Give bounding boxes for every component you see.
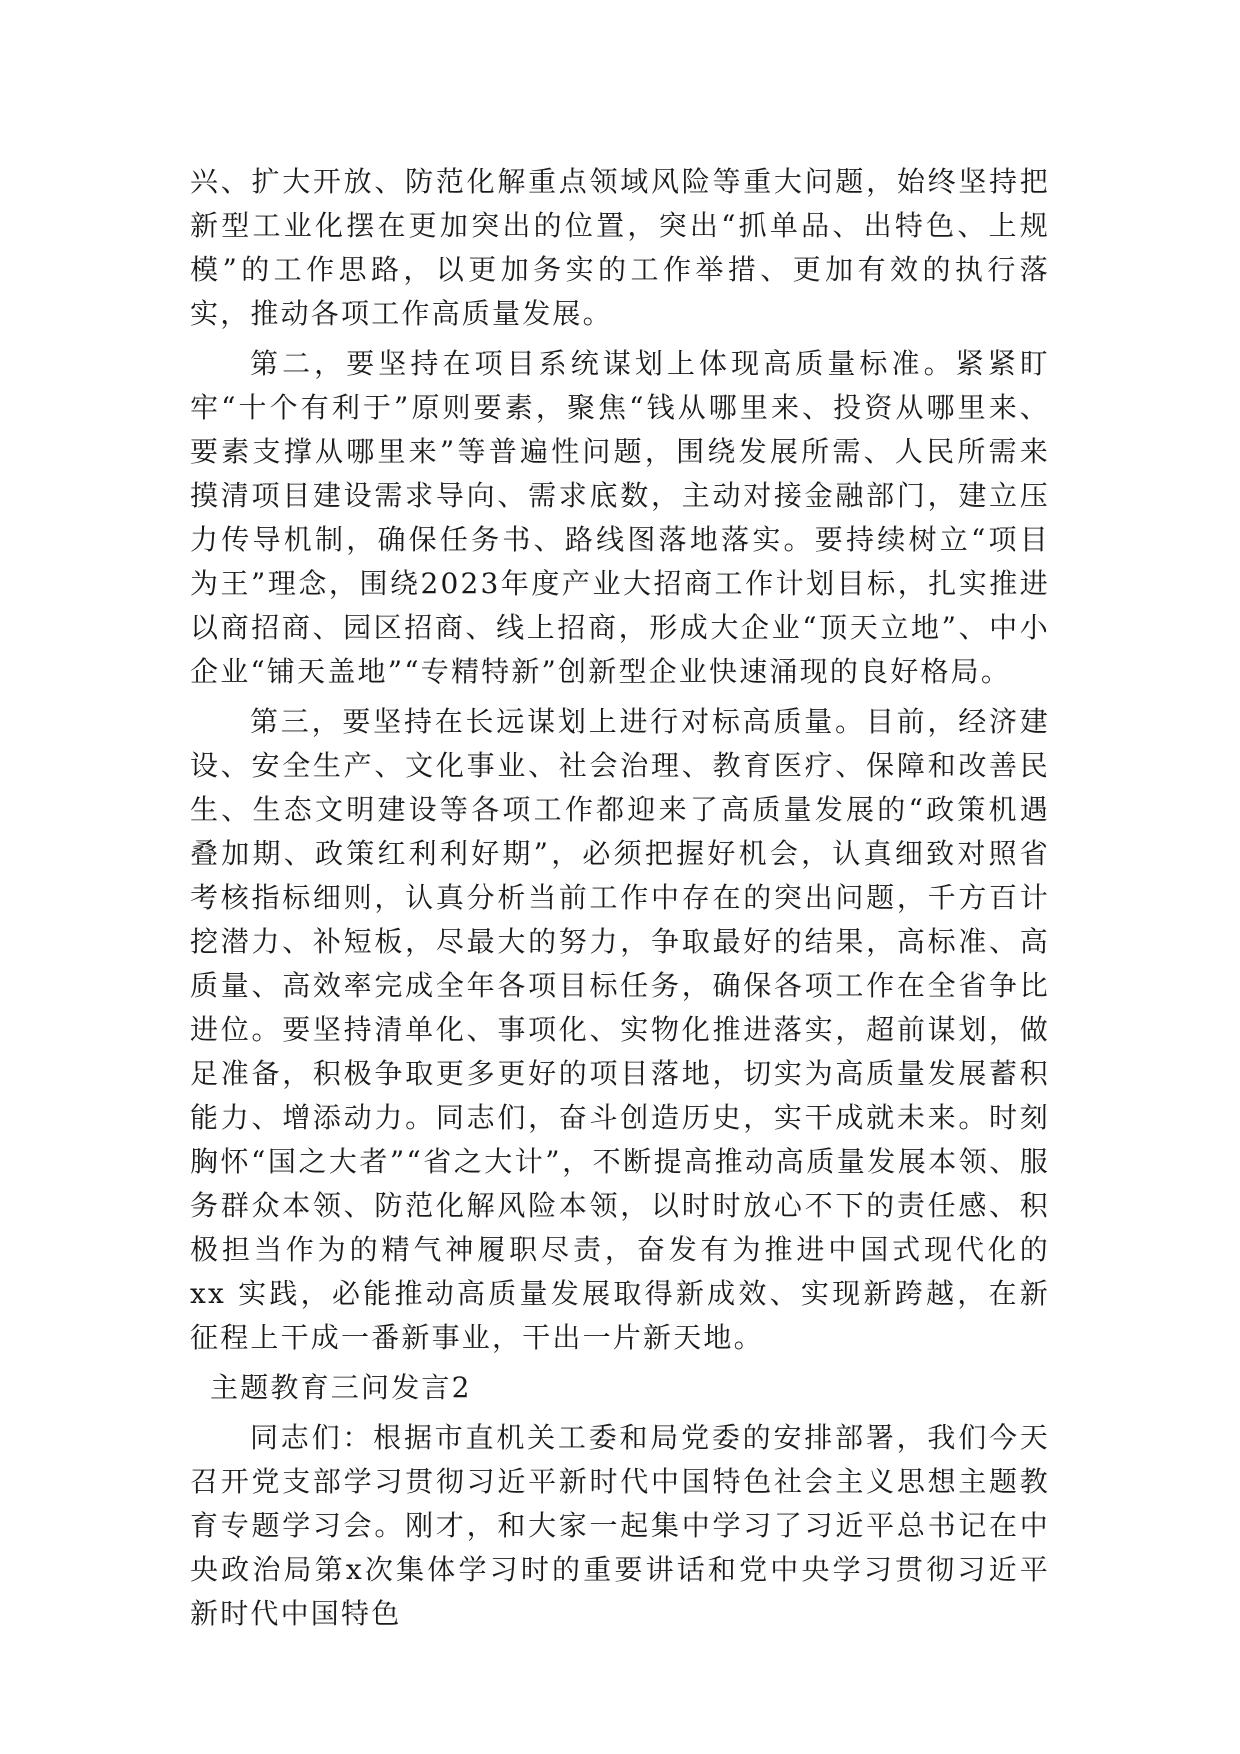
paragraph-speech-opening: 同志们：根据市直机关工委和局党委的安排部署，我们今天召开党支部学习贯彻习近平新时代中国特色社会主义思想主题教育专题学习会。刚才，和大家一起集中学习了习近平总书记在中央政治局第x次集体学习时的重要讲话和党中央学习贯彻习近平新时代中国特色	[190, 1421, 1050, 1630]
paragraph-continuation: 兴、扩大开放、防范化解重点领域风险等重大问题，始终坚持把新型工业化摆在更加突出的位置，突出“抓单品、出特色、上规模”的工作思路，以更加务实的工作举措、更加有效的执行落实，推动各项工作高质量发展。	[190, 165, 1050, 330]
document-page	[190, 160, 1050, 1642]
paragraph-third-point: 第三，要坚持在长远谋划上进行对标高质量。目前，经济建设、安全生产、文化事业、社会治理、教育医疗、保障和改善民生、生态文明建设等各项工作都迎来了高质量发展的“政策机遇叠加期、政策红利利好期”，必须把握好机会，认真细致对照省考核指标细则，认真分析当前工作中存在的突出问题，千方百计挖潜力、补短板，尽最大的努力，争取最好的结果，高标准、高质量、高效率完成全年各项目标任务，确保各项工作在全省争比进位。要坚持清单化、事项化、实物化推进落实，超前谋划，做足准备，积极争取更多更好的项目落地，切实为高质量发展蓄积能力、增添动力。同志们，奋斗创造历史，实干成就未来。时刻胸怀“国之大者”“省之大计”，不断提高推动高质量发展本领、服务群众本领、防范化解风险本领，以时时放心不下的责任感、积极担当作为的精气神履职尽责，奋发有为推进中国式现代化的 xx 实践，必能推动高质量发展取得新成效、实现新跨越，在新征程上干成一番新事业，干出一片新天地。	[190, 705, 1050, 1354]
paragraph-second-point: 第二，要坚持在项目系统谋划上体现高质量标准。紧紧盯牢“十个有利于”原则要素，聚焦“钱从哪里来、投资从哪里来、要素支撑从哪里来”等普遍性问题，围绕发展所需、人民所需来摸清项目建设需求导向、需求底数，主动对接金融部门，建立压力传导机制，确保任务书、路线图落地落实。要持续树立“项目为王”理念，围绕2023年度产业大招商工作计划目标，扎实推进以商招商、园区招商、线上招商，形成大企业“顶天立地”、中小企业“铺天盖地”“专精特新”创新型企业快速涌现的良好格局。	[190, 347, 1050, 688]
section-heading: 主题教育三问发言2	[210, 1371, 472, 1404]
